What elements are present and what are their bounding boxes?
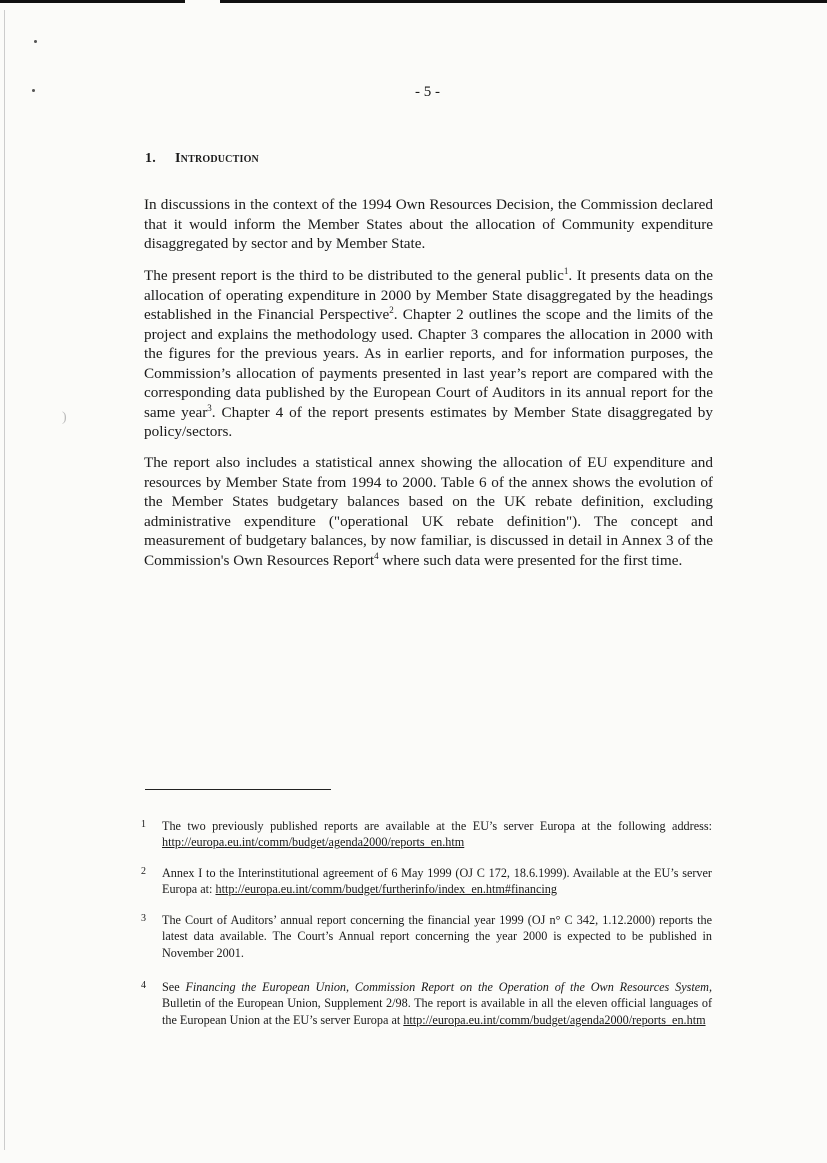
page-number: - 5 - bbox=[415, 84, 440, 100]
text-run: where such data were presented for the first time. bbox=[378, 551, 683, 569]
footnote-separator bbox=[145, 789, 331, 790]
text-run: . It presents data on the allocation of operating expenditure in 2000 by Member State disaggregated by the headings established in the Financial Perspective bbox=[144, 267, 713, 323]
scan-mark: ) bbox=[62, 410, 67, 425]
text-run: . Chapter 2 outlines the scope and the limits of the project and explains the methodology used. Chapter 3 compares the allocation in 2000 with the figures for the previous years. As in earlier reports, and for information purposes, the Commission’s allocation of payments presented in last year’s report are compared with the corresponding data published by the European Court of Auditors in its annual report for the same year bbox=[144, 306, 714, 421]
footnote-1 bbox=[141, 818, 712, 851]
section-heading bbox=[145, 151, 259, 167]
footnote-2 bbox=[141, 865, 712, 898]
text-run: The present report is the third to be distributed to the general public bbox=[144, 267, 564, 284]
footnote-4 bbox=[141, 979, 712, 1028]
footnote-3 bbox=[141, 912, 712, 961]
footnote-ref-4[interactable]: 4 bbox=[374, 550, 379, 561]
footnote-title-italic: Financing the European Union, Commission Report on the Operation of the Own Resources System, bbox=[185, 980, 712, 994]
footnote-text: See bbox=[162, 980, 186, 994]
footnote-mark: 3 bbox=[141, 913, 146, 924]
scan-speck bbox=[34, 40, 37, 43]
section-title: Introduction bbox=[175, 151, 259, 166]
footnote-ref-1[interactable]: 1 bbox=[563, 265, 569, 276]
footnote-text: The two previously published reports are available at the EU’s server Europa at the following address: bbox=[162, 819, 712, 833]
text-run: . Chapter 4 of the report presents estimates by Member State disaggregated by policy/sectors. bbox=[144, 403, 713, 440]
footnote-link[interactable]: http://europa.eu.int/comm/budget/agenda2000/reports_en.htm bbox=[162, 835, 465, 850]
footnote-link[interactable]: http://europa.eu.int/comm/budget/furtherinfo/index_en.htm#financing bbox=[215, 882, 557, 897]
footnote-ref-2[interactable]: 2 bbox=[389, 304, 394, 315]
paragraph-2 bbox=[144, 266, 713, 442]
footnote-mark: 1 bbox=[141, 819, 146, 830]
footnote-text: The Court of Auditors’ annual report concerning the financial year 1999 (OJ n° C 342, 1.12.2000) reports the latest data available. The Court’s Annual report concerning the year 2000 is expected to be published in November 2001. bbox=[162, 913, 712, 960]
footnote-mark: 4 bbox=[141, 980, 146, 991]
text-run: The report also includes a statistical annex showing the allocation of EU expenditure and resources by Member State from 1994 to 2000. Table 6 of the annex shows the evolution of the Member States budgetary balances based on the UK rebate definition, excluding administrative expenditure ("operational UK rebate definition"). The concept and measurement of budgetary balances, by now familiar, is discussed in detail in Annex 3 of the Commission's Own Resources Report bbox=[144, 454, 713, 569]
footnote-text: Bulletin of the European Union, Supplement 2/98. The report is available in all the eleven official languages of the European Union at the EU’s server Europa at bbox=[162, 996, 712, 1027]
section-number: 1. bbox=[145, 151, 156, 166]
paragraph-3 bbox=[144, 453, 713, 570]
footnote-mark: 2 bbox=[141, 866, 146, 877]
top-border-rule bbox=[0, 0, 827, 3]
footnote-ref-3[interactable]: 3 bbox=[207, 402, 212, 413]
footnote-text: Annex I to the Interinstitutional agreement of 6 May 1999 (OJ C 172, 18.6.1999). Available at the EU’s server Europa at: bbox=[162, 866, 712, 897]
footnote-link[interactable]: http://europa.eu.int/comm/budget/agenda2000/reports_en.htm bbox=[403, 1012, 706, 1027]
paragraph-1: In discussions in the context of the 1994 Own Resources Decision, the Commission declared that it would inform the Member States about the allocation of Community expenditure disaggregated by sector and by Member State. bbox=[144, 196, 713, 252]
scan-left-edge bbox=[4, 10, 5, 1150]
